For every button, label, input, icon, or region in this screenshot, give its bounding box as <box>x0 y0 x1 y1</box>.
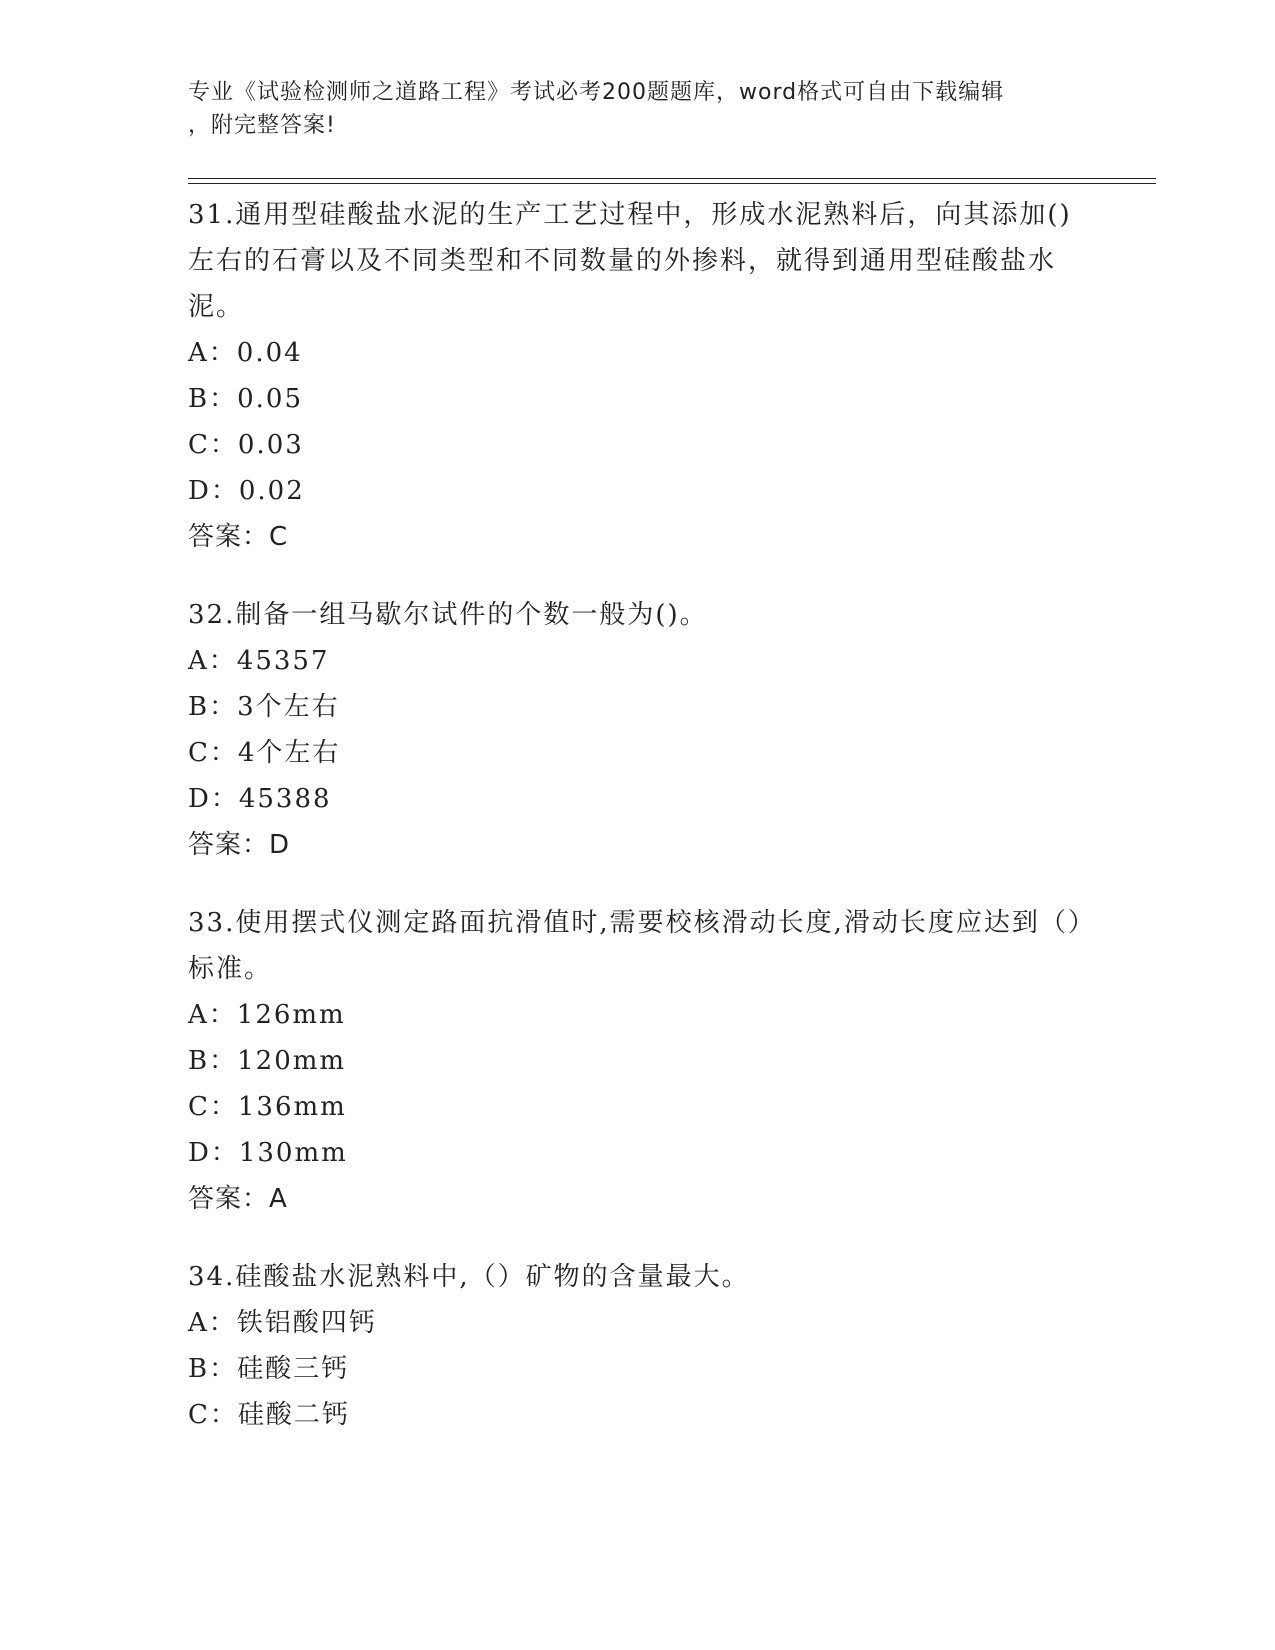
question-34 <box>188 1254 1088 1438</box>
option-b: B：硅酸三钙 <box>188 1354 350 1384</box>
option-d: D：45388 <box>188 784 332 814</box>
header-line-2: ，附完整答案! <box>188 113 336 138</box>
question-list <box>188 192 1088 1470</box>
answer-line: 答案：A <box>188 1184 288 1214</box>
option-a: A：铁铝酸四钙 <box>188 1308 377 1338</box>
option-d: D：130mm <box>188 1138 348 1168</box>
answer-line: 答案：C <box>188 522 289 552</box>
document-header <box>188 76 1088 142</box>
question-stem: 32.制备一组马歇尔试件的个数一般为()。 <box>188 600 708 630</box>
answer-line: 答案：D <box>188 830 291 860</box>
question-33 <box>188 900 1088 1222</box>
option-c: C：4个左右 <box>188 738 341 768</box>
option-a: A：45357 <box>188 646 330 676</box>
question-stem: 34.硅酸盐水泥熟料中,（）矿物的含量最大。 <box>188 1262 750 1292</box>
question-stem: 33.使用摆式仪测定路面抗滑值时,需要校核滑动长度,滑动长度应达到（）标准。 <box>188 908 1083 984</box>
header-divider-top <box>188 178 1156 179</box>
header-divider-bottom <box>188 183 1156 184</box>
option-b: B：0.05 <box>188 384 303 414</box>
option-b: B：120mm <box>188 1046 347 1076</box>
header-line-1: 专业《试验检测师之道路工程》考试必考200题题库，word格式可自由下载编辑 <box>188 80 1005 105</box>
option-c: C：硅酸二钙 <box>188 1400 350 1430</box>
option-d: D：0.02 <box>188 476 305 506</box>
question-32 <box>188 592 1088 868</box>
question-31 <box>188 192 1088 560</box>
option-a: A：0.04 <box>188 338 303 368</box>
option-a: A：126mm <box>188 1000 346 1030</box>
option-c: C：0.03 <box>188 430 304 460</box>
question-stem: 31.通用型硅酸盐水泥的生产工艺过程中，形成水泥熟料后，向其添加()左右的石膏以及不同类型和不同数量的外掺料，就得到通用型硅酸盐水泥。 <box>188 200 1072 322</box>
option-b: B：3个左右 <box>188 692 340 722</box>
option-c: C：136mm <box>188 1092 347 1122</box>
